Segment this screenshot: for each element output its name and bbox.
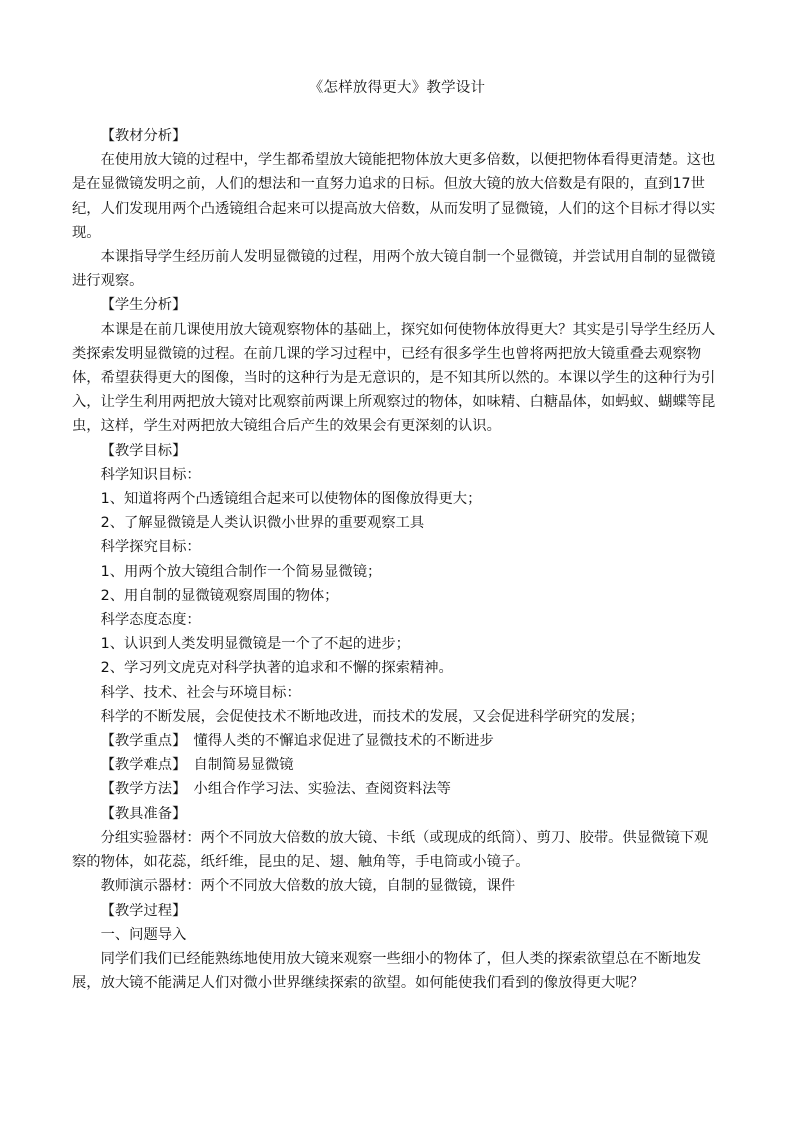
paragraph-prep-2: 教师演示器材：两个不同放大倍数的放大镜，自制的显微镜，课件 [100, 878, 516, 895]
section-difficulty: 【教学难点】 自制简易显微镜 [100, 757, 294, 774]
section-heading-material: 【教材分析】 [100, 128, 187, 144]
paragraph-student-1: 本课是在前几课使用放大镜观察物体的基础上，探究如何使物体放得更大？其实是引导学生经历人类探索发明显微镜的过程。在前几课的学习过程中，已经有很多学生也曾将两把放大镜重叠去观察物体，希望获得更大的图像，当时的这种行为是无意识的，是不知其所以然的。本课以学生的这种行为引入，让学生利用两把放大镜对比观察前两课上所观察过的物体，如味精、白糖晶体，如蚂蚁、蝴蝶等昆虫，这样，学生对两把放大镜组合后产生的效果会有更深刻的认识。 [72, 321, 716, 435]
goal-label-knowledge: 科学知识目标： [100, 466, 201, 483]
process-step-1: 一、问题导入 [100, 926, 187, 943]
section-heading-student: 【学生分析】 [100, 297, 187, 314]
paragraph-material-2: 本课指导学生经历前人发明显微镜的过程，用两个放大镜自制一个显微镜，并尝试用自制的显微镜进行观察。 [72, 249, 716, 290]
paragraph-process-1: 同学们我们已经能熟练地使用放大镜来观察一些细小的物体了，但人类的探索欲望总在不断地发展，放大镜不能满足人们对微小世界继续探索的欲望。如何能使我们看到的像放得更大呢？ [72, 950, 702, 992]
goal-item-inquiry-1: 1、用两个放大镜组合制作一个简易显微镜； [100, 563, 382, 580]
goal-item-knowledge-1: 1、知道将两个凸透镜组合起来可以使物体的图像放得更大； [100, 491, 482, 508]
section-method: 【教学方法】 小组合作学习法、实验法、查阅资料法等 [100, 781, 451, 798]
section-key-point: 【教学重点】 懂得人类的不懈追求促进了显微技术的不断进步 [100, 733, 494, 750]
goal-label-sts: 科学、技术、社会与环境目标： [100, 684, 301, 701]
document-title: 《怎样放得更大》教学设计 [308, 80, 486, 96]
paragraph-material-1: 在使用放大镜的过程中，学生都希望放大镜能把物体放大更多倍数，以便把物体看得更清楚。这也是在显微镜发明之前，人们的想法和一直努力追求的日标。但放大镜的放大倍数是有限的，直到17世纪，人们发现用两个凸透镜组合起来可以提高放大倍数，从而发明了显微镜，人们的这个目标才得以实现。 [72, 152, 716, 241]
goal-item-attitude-1: 1、认识到人类发明显微镜是一个了不起的进步； [100, 636, 410, 653]
goal-label-inquiry: 科学探究目标： [100, 539, 201, 556]
goal-item-knowledge-2: 2、了解显微镜是人类认识微小世界的重要观察工具 [100, 515, 425, 532]
document-body [72, 124, 722, 995]
goal-item-sts: 科学的不断发展，会促使技术不断地改进，而技术的发展，又会促进科学研究的发展； [100, 708, 644, 725]
paragraph-prep-1: 分组实验器材：两个不同放大倍数的放大镜、卡纸（或现成的纸筒）、剪刀、胶带。供显微镜下观察的物体，如花蕊，纸纤维，昆虫的足、翅、触角等，手电筒或小镜子。 [72, 829, 709, 871]
section-heading-goals: 【教学目标】 [100, 442, 187, 459]
goal-item-attitude-2: 2、学习列文虎克对科学执著的追求和不懈的探索精神。 [100, 660, 453, 677]
goal-item-inquiry-2: 2、用自制的显微镜观察周围的物体； [100, 587, 339, 604]
section-heading-prep: 【教具准备】 [100, 805, 187, 822]
goal-label-attitude: 科学态度态度： [100, 612, 201, 629]
section-heading-process: 【教学过程】 [100, 902, 187, 919]
